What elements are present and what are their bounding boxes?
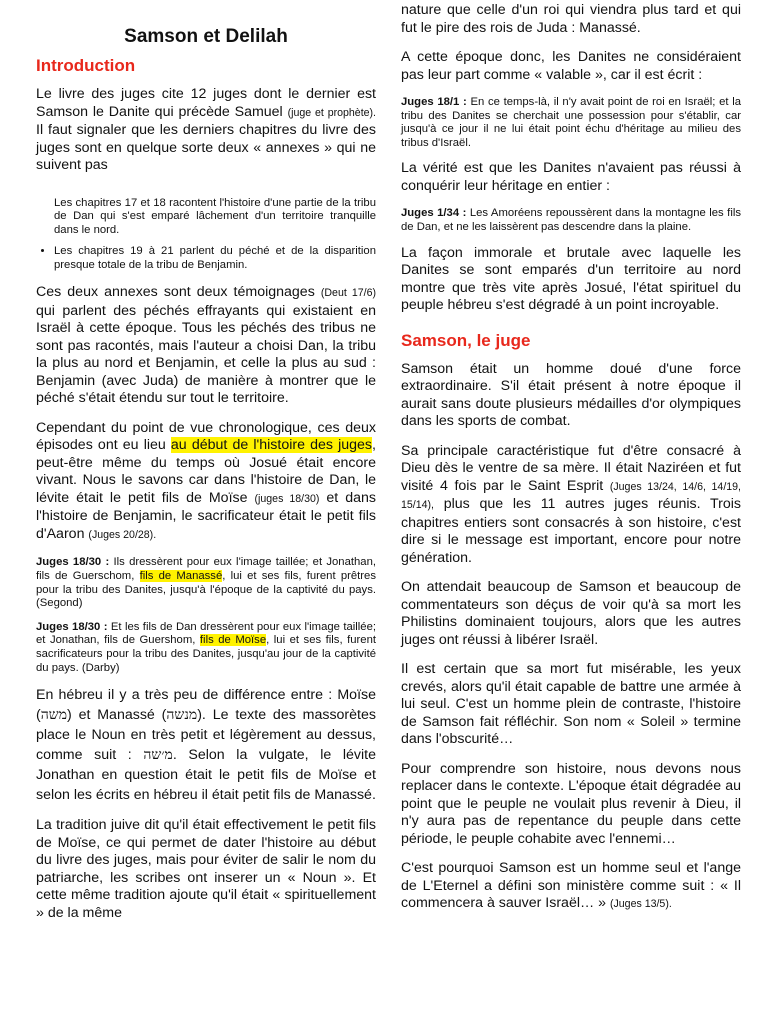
- paragraph-intro: [36, 86, 376, 175]
- reference: (Juges 13/24, 14/6, 14/19, 15/14),: [401, 480, 741, 512]
- paragraph-hebrew: [36, 685, 376, 805]
- paragraph-attente: On attendait beaucoup de Samson et beaucoup de commentateurs son déçus de voir qu'à sa mort les Philistins dominaient toujours, alors que les autres juges ont réussi à libérer Israël.: [401, 579, 741, 648]
- paragraph-force: Samson était un homme doué d'une force extraordinaire. S'il était présent à notre époque il aurait sans doute plusieurs médailles d'or olympiques dans les sports de combat.: [401, 360, 741, 430]
- paragraph-tradition: La tradition juive dit qu'il était effectivement le petit fils de Moïse, ce qui permet de dater l'histoire au début du livre des juges, mais pour éviter de salir le nom du patriarche, les scribes ont inserer un « Noun ». Et cette même tradition ajoute qu'il était « spirituellement » de la même: [36, 817, 376, 921]
- text: Les Amoréens repoussèrent dans la montagne les fils de Dan, et ne les laissèrent pas descendre dans la plaine.: [401, 207, 741, 233]
- section-heading-samson: Samson, le juge: [401, 330, 531, 350]
- text: . Selon la vulgate, le lévite Jonathan en question était le petit fils de Moïse et selon les écrits en hébreu il était petit fils de Manassé.: [36, 747, 376, 804]
- list-item: • Les chapitres 19 à 21 parlent du péché et de la disparition presque totale de la tribu de Benjamin.: [54, 245, 376, 272]
- paragraph-continued: nature que celle d'un roi qui viendra plus tard et qui fut le pire des rois de Juda : Manassé.: [401, 2, 741, 36]
- quote-darby: [36, 621, 376, 675]
- left-column: [36, 0, 376, 934]
- text: et dans l'histoire de Benjamin, le sacrificateur était le petit fils d'Aaron: [36, 489, 376, 542]
- verse-ref: Juges 18/1 :: [401, 96, 467, 108]
- hebrew-word: משה: [40, 707, 67, 724]
- hebrew-word: מ׳שה: [143, 747, 173, 764]
- paragraph-annexes: [36, 284, 376, 408]
- paragraph-consacre: [401, 443, 741, 568]
- reference: (juge et prophète).: [287, 106, 377, 119]
- quote-segond: [36, 556, 376, 610]
- annex-list: [36, 197, 376, 273]
- text: En ce temps-là, il n'y avait point de roi en Israël; et la tribu des Danites se cherchait une possession pour s'établir, car jusqu'à ce jour il ne lui était point échu d'héritage au milieu des tribus d'Israël.: [401, 96, 741, 149]
- intro-heading: Introduction: [36, 56, 136, 75]
- reference: (Juges 20/28).: [88, 528, 157, 541]
- text: Et les fils de Dan dressèrent pour eux l'image taillée; et Jonathan, fils de Guershom,: [36, 620, 376, 647]
- text: , peut-être même du temps où Josué était encore vivant. Nous le savons car dans l'histoire de Dan, le lévite était le petit fils de Moïse: [36, 437, 376, 506]
- text: ) et Manassé (: [67, 707, 167, 724]
- paragraph-danites: A cette époque donc, les Danites ne considéraient pas leur part comme « valable », car il est écrit :: [401, 49, 741, 83]
- text: Ces deux annexes sont deux témoignages: [36, 284, 315, 301]
- paragraph-mort: Il est certain que sa mort fut misérable, les yeux crevés, alors qu'il était capable de battre une armée à lui seul. C'est un homme plein de contraste, l'histoire de Samson fait réfléchir. Son nom « Soleil » termine dans l'obscurité…: [401, 661, 741, 748]
- page-title: Samson et Delilah: [124, 26, 288, 47]
- quote-juges-1-34: [401, 207, 741, 234]
- text: , lui et ses fils, furent sacrificateurs pour la tribu des Danites, jusqu'au jour de la captivité du pays. (Darby): [36, 634, 376, 674]
- verse-ref: Juges 18/30 :: [36, 620, 108, 633]
- text: , lui et ses fils, furent prêtres pour la tribu des Danites, jusqu'à l'époque de la captivité du pays. (Segond): [36, 570, 376, 610]
- text: Ils dressèrent pour eux l'image taillée; et Jonathan, fils de Guerschom,: [36, 556, 376, 583]
- quote-juges-18-1: [401, 96, 741, 150]
- highlight: au début de l'histoire des juges: [170, 437, 373, 454]
- verse-ref: Juges 1/34 :: [401, 207, 467, 220]
- highlight: fils de Moïse: [199, 634, 267, 647]
- reference: (juges 18/30): [254, 492, 320, 505]
- text: Il faut signaler que les derniers chapitres du livre des juges sont en quelque sorte deux « annexes » qui ne suivent pas: [36, 122, 376, 173]
- paragraph-chronology: [36, 420, 376, 545]
- text: plus que les 11 autres juges réunis. Trois chapitres entiers sont consacrés à son histoire, c'est dire si le message est important, encore pour notre génération.: [401, 496, 741, 566]
- reference: (Juges 13/5).: [609, 898, 672, 911]
- text: Le livre des juges cite 12 juges dont le dernier est Samson le Danite qui précède Samuel: [36, 86, 376, 120]
- text: C'est pourquoi Samson est un homme seul et l'ange de L'Eternel a défini son ministère comme suit : « Il commencera à sauver Israël… »: [401, 860, 741, 912]
- hebrew-word: מנשה: [166, 707, 198, 724]
- right-column: [401, 2, 741, 926]
- text: qui parlent des péchés effrayants qui existaient en Israël à cette époque. Tous les péchés des tribus ne sont pas racontés, mais l'auteur a choisi Dan, la tribu la plus au nord et Benjamin, et celle la plus au sud : Benjamin (avec Juda) de manière à montrer que le péché s'était étendu sur tout le territoire.: [36, 302, 376, 407]
- paragraph-ministere: [401, 860, 741, 914]
- reference: (Deut 17/6): [320, 287, 376, 300]
- text: Cependant du point de vue chronologique, ces deux épisodes ont eu lieu: [36, 419, 376, 454]
- highlight: fils de Manassé: [139, 570, 223, 583]
- paragraph-immorale: La façon immorale et brutale avec laquelle les Danites se sont emparés d'un territoire au nord montre que très vite après Josué, l'état spirituel du peuple hébreu s'est dégradé à un point incroyable.: [401, 244, 741, 314]
- text: ). Le texte des massorètes place le Noun en très petit et légèrement au dessus, comme suit :: [36, 707, 376, 764]
- paragraph-contexte: Pour comprendre son histoire, nous devons nous replacer dans le contexte. L'époque était dégradée au point que le peuple ne voulait plus revenir à Dieu, il n'y aura pas de repentance du peuple dans cette période, le peuple cohabite avec l'ennemi…: [401, 760, 741, 847]
- list-item: Les chapitres 17 et 18 racontent l'histoire d'une partie de la tribu de Dan qui s'est emparé lâchement d'un territoire tranquille dans le nord.: [54, 196, 376, 236]
- verse-ref: Juges 18/30 :: [36, 556, 110, 569]
- paragraph-verite: La vérité est que les Danites n'avaient pas réussi à conquérir leur héritage en entier :: [401, 160, 741, 194]
- text: En hébreu il y a très peu de différence entre : Moïse (: [36, 687, 376, 724]
- text: Sa principale caractéristique fut d'être consacré à Dieu dès le ventre de sa mère. Il était Naziréen et fut visité 4 fois par le Saint Esprit: [401, 442, 741, 494]
